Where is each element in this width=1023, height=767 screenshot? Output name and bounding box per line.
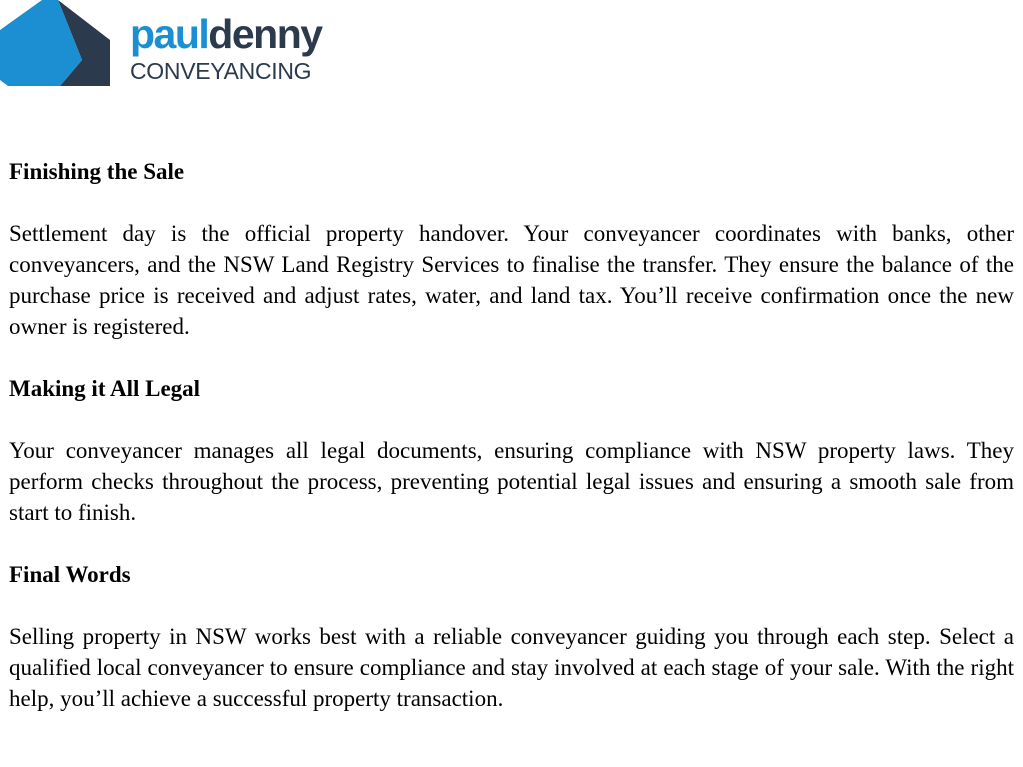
section-heading-making-legal: Making it All Legal bbox=[9, 376, 201, 401]
document-body bbox=[9, 156, 1014, 714]
brand-wordmark bbox=[130, 11, 322, 84]
brand-name bbox=[130, 11, 322, 57]
house-logo-icon bbox=[0, 0, 110, 90]
section-paragraph-final-words: Selling property in NSW works best with a reliable conveyancer guiding you through each step. Select a qualified local conveyancer to ensure compliance and stay involved at each stage of your sale. With the right help, you’ll achieve a successful property transaction. bbox=[9, 624, 1014, 711]
section-paragraph-finishing-sale: Settlement day is the official property handover. Your conveyancer coordinates with banks, other conveyancers, and the NSW Land Registry Services to finalise the transfer. They ensure the balance of the purchase price is received and adjust rates, water, and land tax. You’ll receive confirmation once the new owner is registered. bbox=[9, 221, 1014, 339]
section-paragraph-making-legal: Your conveyancer manages all legal documents, ensuring compliance with NSW property laws. They perform checks throughout the process, preventing potential legal issues and ensuring a smooth sale from start to finish. bbox=[9, 438, 1014, 525]
brand-tagline: CONVEYANCING bbox=[130, 58, 312, 84]
header bbox=[0, 0, 1023, 100]
brand-name-second: denny bbox=[208, 11, 322, 57]
section-heading-finishing-sale: Finishing the Sale bbox=[9, 159, 185, 184]
section-heading-final-words: Final Words bbox=[9, 562, 131, 587]
brand-name-first: paul bbox=[130, 11, 209, 57]
